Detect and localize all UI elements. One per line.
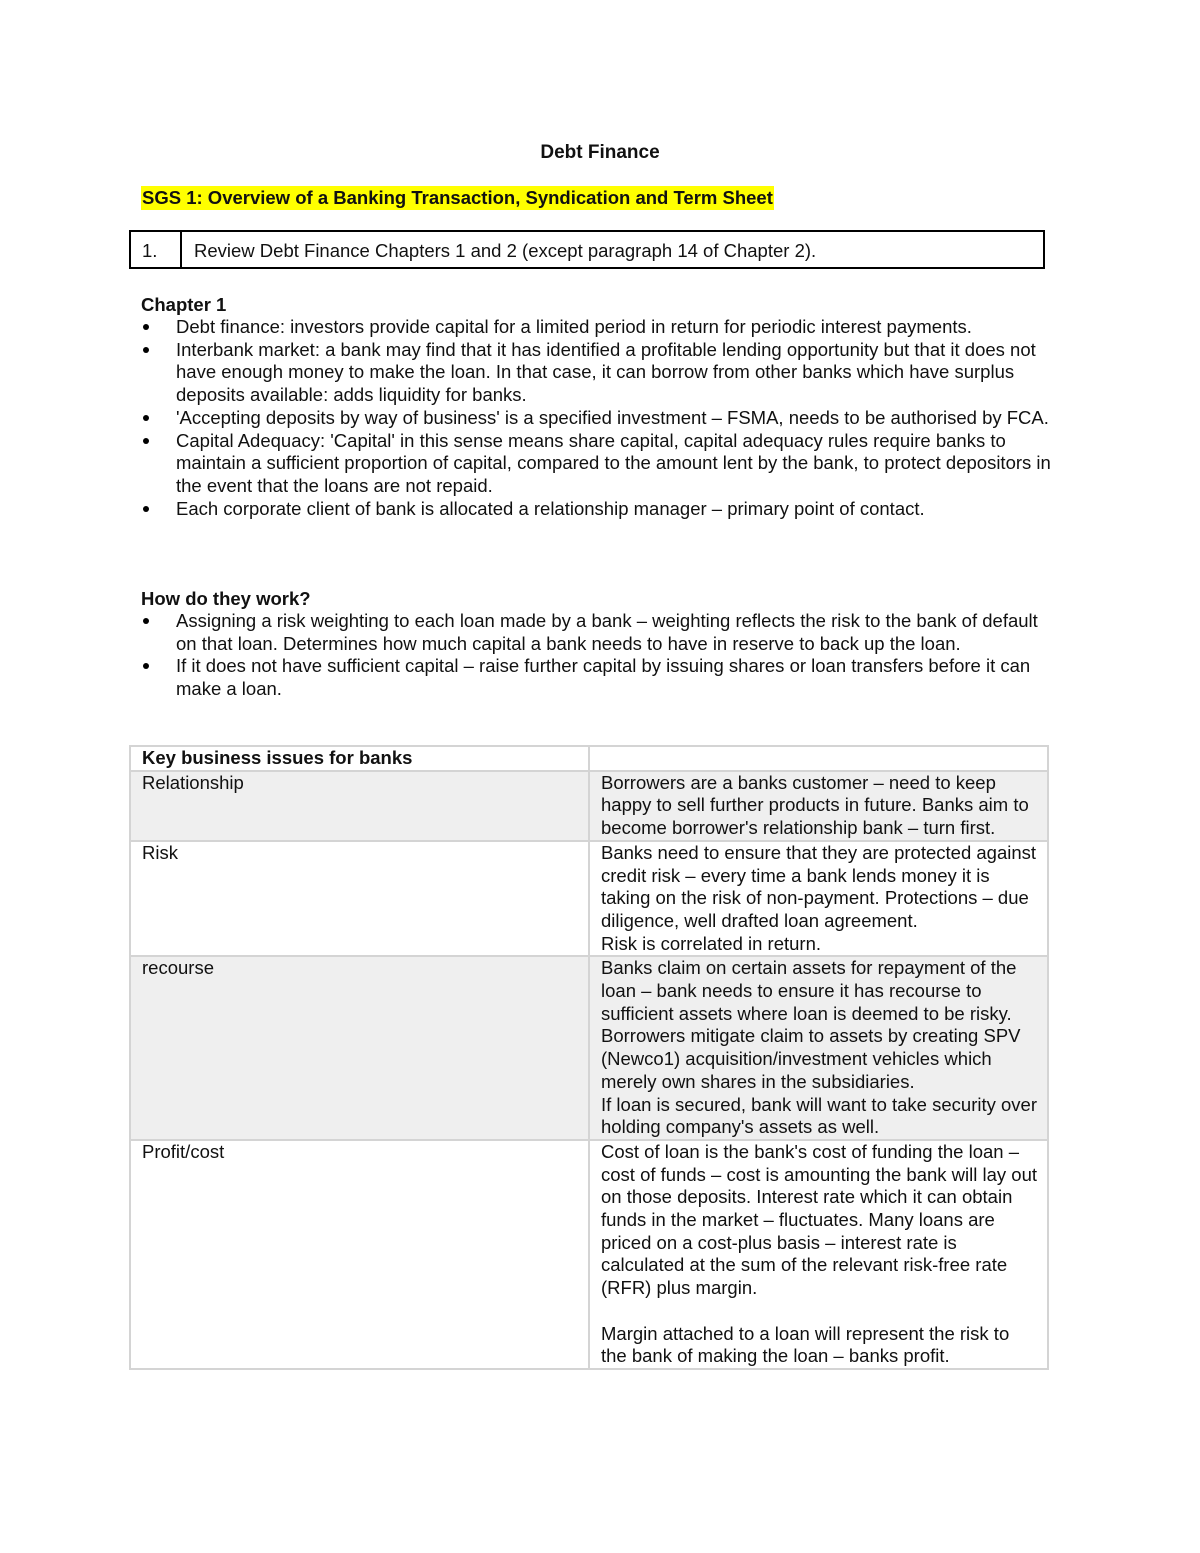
table-header-right [589, 746, 1048, 771]
issue-label: Risk [130, 841, 589, 957]
task-text: Review Debt Finance Chapters 1 and 2 (except paragraph 14 of Chapter 2). [194, 240, 817, 261]
table-row [130, 771, 1048, 841]
issue-label: Profit/cost [130, 1140, 589, 1369]
description-paragraph: Risk is correlated in return. [601, 932, 822, 954]
document-title: Debt Finance [540, 142, 660, 163]
bullet-item: Assigning a risk weighting to each loan made by a bank – weighting reflects the risk to the bank of default on that loan. Determines how much capital a bank needs to have in reserve to back up the loan. [141, 610, 1061, 655]
how-work-heading: How do they work? [141, 588, 311, 609]
task-number: 1. [131, 232, 182, 267]
chapter1-bullet-list [141, 316, 1061, 520]
bullet-item: Interbank market: a bank may find that it has identified a profitable lending opportunity but that it does not have enough money to make the loan. In that case, it can borrow from other banks which have surplus deposits available: adds liquidity for banks. [141, 339, 1061, 407]
issue-label: Relationship [130, 771, 589, 841]
table-header-row [130, 746, 1048, 771]
description-paragraph: If loan is secured, bank will want to take security over holding company's assets as well. [601, 1093, 1037, 1138]
chapter1-section [141, 293, 1061, 520]
how-work-section [141, 587, 1061, 701]
bullet-item: If it does not have sufficient capital – raise further capital by issuing shares or loan transfers before it can make a loan. [141, 655, 1061, 700]
description-paragraph: Banks need to ensure that they are protected against credit risk – every time a bank lends money it is taking on the risk of non-payment. Protections – due diligence, well drafted loan agreement. [601, 841, 1037, 931]
issue-description [589, 1140, 1048, 1369]
how-work-bullet-list [141, 610, 1061, 701]
table-header-left: Key business issues for banks [130, 746, 589, 771]
table-row [130, 841, 1048, 957]
description-paragraph: Cost of loan is the bank's cost of funding the loan – cost of funds – cost is amounting the bank will lay out on those deposits. Interest rate which it can obtain funds in the market – fluctuates. Many loans are priced on a cost-plus basis – interest rate is calculated at the sum of the relevant risk-free rate (RFR) plus margin. [601, 1140, 1038, 1299]
chapter1-heading: Chapter 1 [141, 294, 227, 315]
bullet-item: Debt finance: investors provide capital for a limited period in return for periodic interest payments. [141, 316, 1061, 339]
task-box [129, 230, 1045, 269]
session-subtitle: SGS 1: Overview of a Banking Transaction, Syndication and Term Sheet [142, 187, 773, 208]
issue-description [589, 956, 1048, 1140]
bullet-item: Capital Adequacy: 'Capital' in this sense means share capital, capital adequacy rules require banks to maintain a sufficient proportion of capital, compared to the amount lent by the bank, to protect depositors in the event that the loans are not repaid. [141, 430, 1061, 498]
description-paragraph: Margin attached to a loan will represent the risk to the bank of making the loan – banks profit. [601, 1322, 1010, 1367]
bullet-item: 'Accepting deposits by way of business' is a specified investment – FSMA, needs to be authorised by FCA. [141, 407, 1061, 430]
bullet-item: Each corporate client of bank is allocated a relationship manager – primary point of contact. [141, 498, 1061, 521]
description-paragraph: Banks claim on certain assets for repayment of the loan – bank needs to ensure it has recourse to sufficient assets where loan is deemed to be risky. Borrowers mitigate claim to assets by creating SPV (Newco1) acquisition/investment vehicles which merely own shares in the subsidiaries. [601, 957, 1021, 1092]
issue-label: recourse [130, 956, 589, 1140]
description-paragraph: Borrowers are a banks customer – need to keep happy to sell further products in future. Banks aim to become borrower's relationship bank – turn first. [601, 771, 1029, 839]
key-issues-table [129, 745, 1049, 1370]
issue-description [589, 771, 1048, 841]
table-row [130, 956, 1048, 1140]
issue-description [589, 841, 1048, 957]
table-row [130, 1140, 1048, 1369]
